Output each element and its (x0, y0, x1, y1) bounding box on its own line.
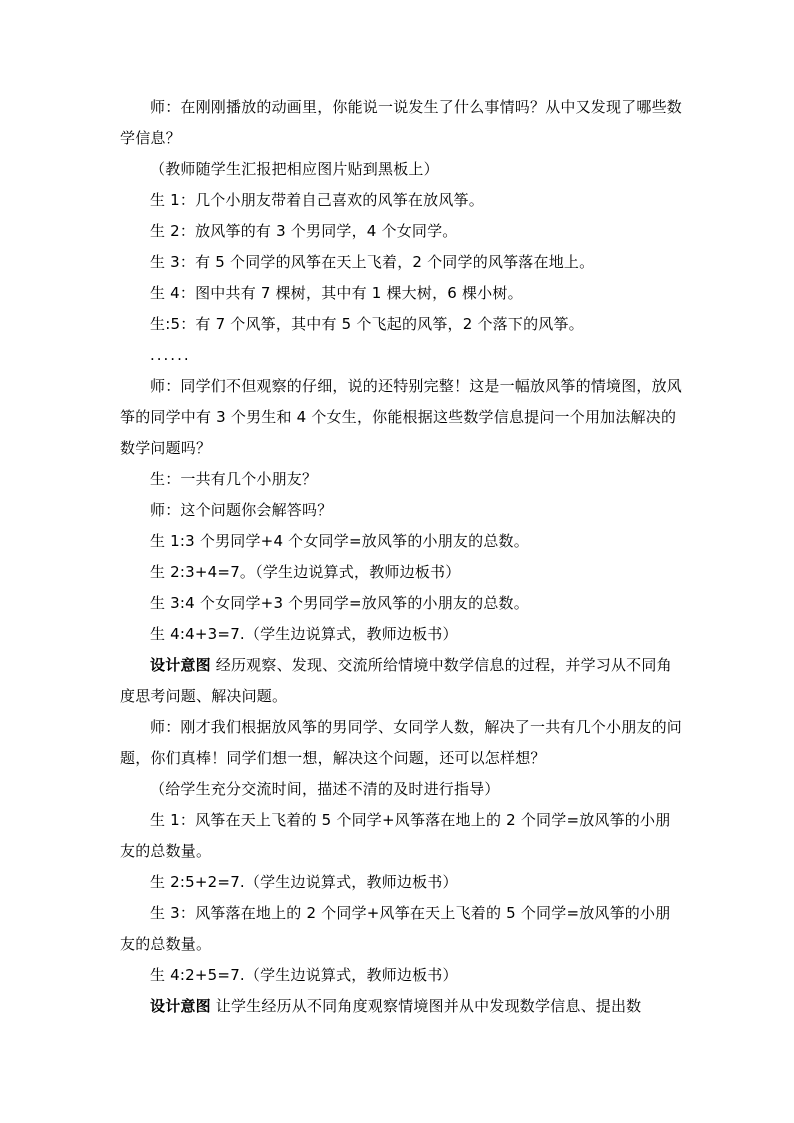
design-intent-2 (120, 991, 682, 1022)
paragraph-2: （教师随学生汇报把相应图片贴到黑板上） (150, 160, 439, 178)
paragraph-10: 生：一共有几个小朋友？ (150, 470, 318, 488)
paragraph-1: 师：在刚刚播放的动画里，你能说一说发生了什么事情吗？从中又发现了哪些数学信息？ (120, 98, 683, 147)
paragraph-6: 生 4：图中共有 7 棵树，其中有 1 棵大树，6 棵小树。 (150, 284, 523, 302)
design-intent-text: 经历观察、发现、交流所给情境中数学信息的过程，并学习从不同角度思考问题、解决问题。 (120, 656, 672, 705)
design-intent-label: 设计意图 (150, 656, 211, 674)
design-intent-label: 设计意图 (150, 997, 211, 1015)
document-page (120, 92, 682, 1022)
design-intent-1 (120, 650, 682, 712)
paragraph-20: 生 2:5+2=7.（学生边说算式，教师边板书） (150, 873, 458, 891)
paragraph-21: 生 3：风筝落在地上的 2 个同学+风筝在天上飞着的 5 个同学=放风筝的小朋友的总数量。 (120, 904, 671, 953)
paragraph-9: 师：同学们不但观察的仔细，说的还特别完整！这是一幅放风筝的情境图，放风筝的同学中有 3 个男生和 4 个女生，你能根据这些数学信息提问一个用加法解决的数学问题吗？ (120, 377, 683, 457)
paragraph-18: （给学生充分交流时间，描述不清的及时进行指导） (150, 780, 500, 798)
paragraph-5: 生 3：有 5 个同学的风筝在天上飞着，2 个同学的风筝落在地上。 (150, 253, 595, 271)
paragraph-17: 师：刚才我们根据放风筝的男同学、女同学人数，解决了一共有几个小朋友的问题，你们真棒！同学们想一想，解决这个问题，还可以怎样想？ (120, 718, 683, 767)
paragraph-19: 生 1：风筝在天上飞着的 5 个同学+风筝落在地上的 2 个同学=放风筝的小朋友的总数量。 (120, 811, 671, 860)
paragraph-4: 生 2：放风筝的有 3 个男同学，4 个女同学。 (150, 222, 458, 240)
design-intent-text: 让学生经历从不同角度观察情境图并从中发现数学信息、提出数 (210, 997, 642, 1015)
ellipsis-line: ...... (150, 346, 191, 364)
paragraph-15: 生 4:4+3=7.（学生边说算式，教师边板书） (150, 625, 458, 643)
paragraph-13: 生 2:3+4=7。（学生边说算式，教师边板书） (150, 563, 461, 581)
paragraph-12: 生 1:3 个男同学+4 个女同学=放风筝的小朋友的总数。 (150, 532, 529, 550)
paragraph-3: 生 1：几个小朋友带着自己喜欢的风筝在放风筝。 (150, 191, 484, 209)
paragraph-7: 生:5：有 7 个风筝，其中有 5 个飞起的风筝，2 个落下的风筝。 (150, 315, 584, 333)
paragraph-11: 师：这个问题你会解答吗？ (150, 501, 333, 519)
paragraph-14: 生 3:4 个女同学+3 个男同学=放风筝的小朋友的总数。 (150, 594, 529, 612)
paragraph-22: 生 4:2+5=7.（学生边说算式，教师边板书） (150, 966, 458, 984)
